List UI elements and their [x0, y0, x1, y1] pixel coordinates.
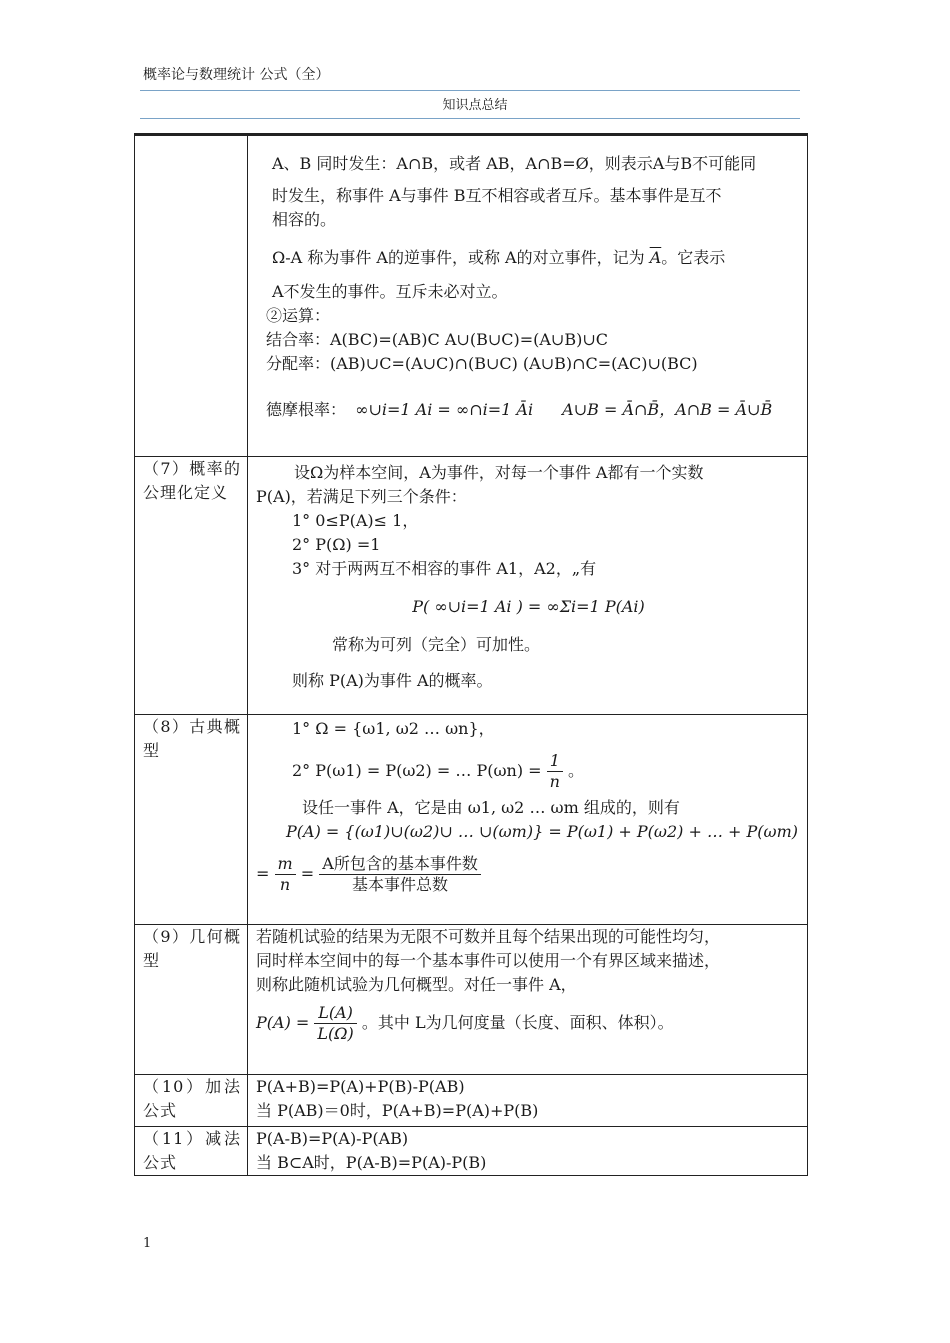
text-line: 当 P(AB)＝0时，P(A+B)=P(A)+P(B)	[256, 1101, 539, 1120]
document-subtitle: 知识点总结	[442, 98, 508, 113]
text-segment: 2° P(ω1) = P(ω2) = … P(ωn) =	[292, 761, 547, 780]
text-line: 1° 0≤P(A)≤ 1，	[292, 511, 419, 530]
text-segment: =	[256, 864, 270, 883]
text-segment: =	[300, 864, 315, 883]
text-line: ②运算：	[266, 306, 331, 325]
row-content	[248, 1075, 808, 1127]
text-line	[256, 246, 801, 270]
fraction-line	[256, 854, 801, 895]
text-line: A不发生的事件。互斥未必对立。	[272, 282, 508, 301]
text-line: 相容的。	[272, 210, 337, 229]
row-label-empty	[135, 135, 248, 457]
formula: ∞∪i=1 Ai = ∞∩i=1 Āi	[355, 400, 534, 419]
fraction: $\frac{m}{n}$	[275, 854, 296, 895]
text-line: P(A-B)=P(A)-P(AB)	[256, 1129, 409, 1148]
row-content	[248, 715, 808, 925]
text-line: P(A)，若满足下列三个条件：	[256, 487, 467, 506]
text-line: P(A+B)=P(A)+P(B)-P(AB)	[256, 1077, 465, 1096]
text-segment: 德摩根率：	[266, 400, 347, 419]
row-content	[248, 925, 808, 1075]
text-line: 则称此随机试验为几何概型。对任一事件 A，	[256, 975, 577, 994]
fraction: $\frac{\text{A所包含的基本事件数}}{\text{基本事件总数}}$	[319, 854, 481, 895]
formula-table	[134, 133, 808, 1176]
row-label: （7）概率的公理化定义	[135, 457, 248, 715]
text-segment: 。其中 L为几何度量（长度、面积、体积）。	[361, 1013, 674, 1032]
text-line: 时发生，称事件 A与事件 B互不相容或者互斥。基本事件是互不	[272, 186, 722, 205]
de-morgan-line	[256, 398, 801, 422]
text-line: 2° P(Ω) =1	[292, 535, 381, 554]
row-label: （8）古典概型	[135, 715, 248, 925]
formula: A∪B = Ā∩B̄，A∩B = Ā∪B̄	[562, 400, 773, 419]
header-rule	[140, 90, 800, 91]
text-line: 分配率：(AB)∪C=(A∪C)∩(B∪C) (A∪B)∩C=(AC)∪(BC)	[266, 354, 698, 373]
text-line: 1° Ω = {ω1, ω2 … ωn}，	[292, 719, 495, 738]
table-row	[135, 1127, 808, 1176]
text-line: 3° 对于两两互不相容的事件 A1，A2，„有	[292, 559, 597, 578]
text-line: 当 B⊂A时，P(A-B)=P(A)-P(B)	[256, 1153, 487, 1172]
table-row	[135, 925, 808, 1075]
text-line: 若随机试验的结果为无限不可数并且每个结果出现的可能性均匀，	[256, 927, 721, 946]
complement-symbol: $\overline{A}$	[649, 248, 662, 267]
text-line	[256, 751, 801, 792]
table-row	[135, 715, 808, 925]
formula: P(A) = {(ω1)∪(ω2)∪ … ∪(ωm)} = P(ω1) + P(ω2) + … + P(ωm)	[286, 822, 798, 841]
table-row	[135, 1075, 808, 1127]
formula: P( ∞∪i=1 Ai ) = ∞Σi=1 P(Ai)	[412, 597, 645, 616]
page-number: 1	[143, 1236, 152, 1251]
text-line: 同时样本空间中的每一个基本事件可以使用一个有界区域来描述，	[256, 951, 721, 970]
header-rule	[140, 118, 800, 119]
text-line: 则称 P(A)为事件 A的概率。	[292, 671, 493, 690]
table-row	[135, 457, 808, 715]
row-content	[248, 135, 808, 457]
formula: P(A) =	[256, 1013, 315, 1032]
document-title: 概率论与数理统计 公式（全）	[143, 67, 330, 83]
text-line: 常称为可列（完全）可加性。	[332, 635, 541, 654]
row-content	[248, 457, 808, 715]
fraction: $\frac{L(A)}{L(\Omega)}$	[314, 1003, 356, 1044]
row-label: （9）几何概型	[135, 925, 248, 1075]
fraction: $\frac{1}{n}$	[547, 751, 563, 792]
table-row	[135, 135, 808, 457]
text-line: 设Ω为样本空间，A为事件，对每一个事件 A都有一个实数	[294, 463, 704, 482]
row-label: （11）减法公式	[135, 1127, 248, 1176]
text-line: 设任一事件 A，它是由 ω1, ω2 … ωm 组成的，则有	[302, 798, 680, 817]
text-segment: 。	[568, 761, 585, 780]
text-segment: 。它表示	[661, 248, 726, 267]
text-line: A、B 同时发生：A∩B，或者 AB，A∩B=Ø，则表示A与B不可能同	[272, 154, 757, 173]
formula-line	[256, 1003, 801, 1044]
row-label: （10）加法公式	[135, 1075, 248, 1127]
row-content	[248, 1127, 808, 1176]
text-segment: Ω-A 称为事件 A的逆事件，或称 A的对立事件，记为	[272, 248, 650, 267]
text-line: 结合率：A(BC)=(AB)C A∪(B∪C)=(A∪B)∪C	[266, 330, 608, 349]
